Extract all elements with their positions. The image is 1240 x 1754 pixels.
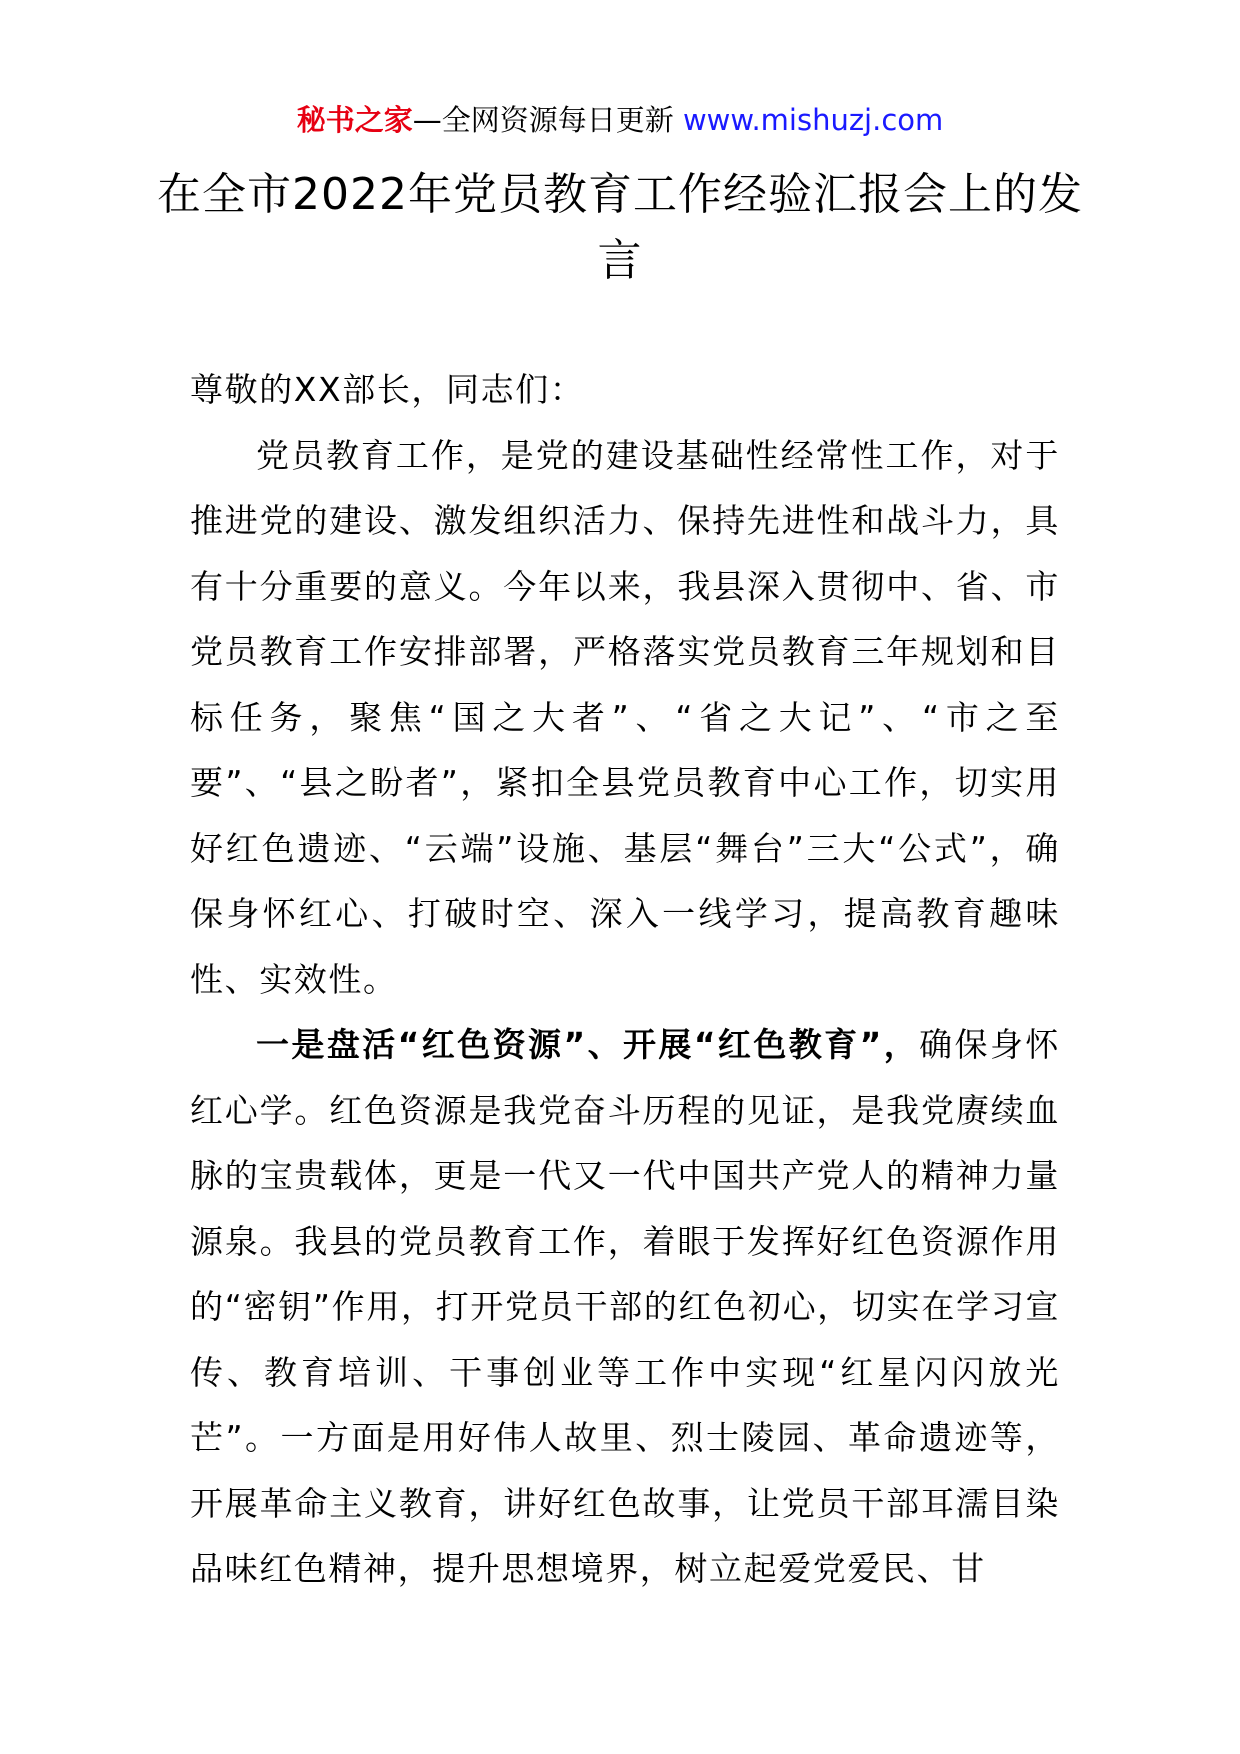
paragraph-point-one-text: 确保身怀红心学。红色资源是我党奋斗历程的见证，是我党赓续血脉的宝贵载体，更是一代又一代中国共产党人的精神力量源泉。我县的党员教育工作，着眼于发挥好红色资源作用的“密钥”作用，打开党员干部的红色初心，切实在学习宣传、教育培训、干事创业等工作中实现“红星闪闪放光芒”。一方面是用好伟人故里、烈士陵园、革命遗迹等，开展革命主义教育，讲好红色故事，让党员干部耳濡目染品味红色精神，提升思想境界，树立起爱党爱民、甘 bbox=[190, 1025, 1060, 1588]
site-url-link[interactable]: www.mishuzj.com bbox=[682, 103, 944, 137]
document-body bbox=[190, 357, 1060, 1602]
site-brand: 秘书之家 bbox=[296, 103, 413, 137]
paragraph-point-one-lead: 一是盘活“红色资源”、开展“红色教育”， bbox=[256, 1025, 920, 1064]
document-title: 在全市2022年党员教育工作经验汇报会上的发言 bbox=[157, 169, 1083, 286]
paragraph-intro: 党员教育工作，是党的建设基础性经常性工作，对于推进党的建设、激发组织活力、保持先进性和战斗力，具有十分重要的意义。今年以来，我县深入贯彻中、省、市党员教育工作安排部署，严格落实党员教育三年规划和目标任务，聚焦“国之大者”、“省之大记”、“市之至要”、“县之盼者”，紧扣全县党员教育中心工作，切实用好红色遗迹、“云端”设施、基层“舞台”三大“公式”，确保身怀红心、打破时空、深入一线学习，提高教育趣味性、实效性。 bbox=[190, 435, 1060, 999]
salutation: 尊敬的XX部长，同志们： bbox=[190, 370, 585, 409]
site-header bbox=[0, 100, 1240, 140]
site-tagline: —全网资源每日更新 bbox=[412, 103, 674, 137]
paragraph-point-one bbox=[190, 1012, 1060, 1602]
